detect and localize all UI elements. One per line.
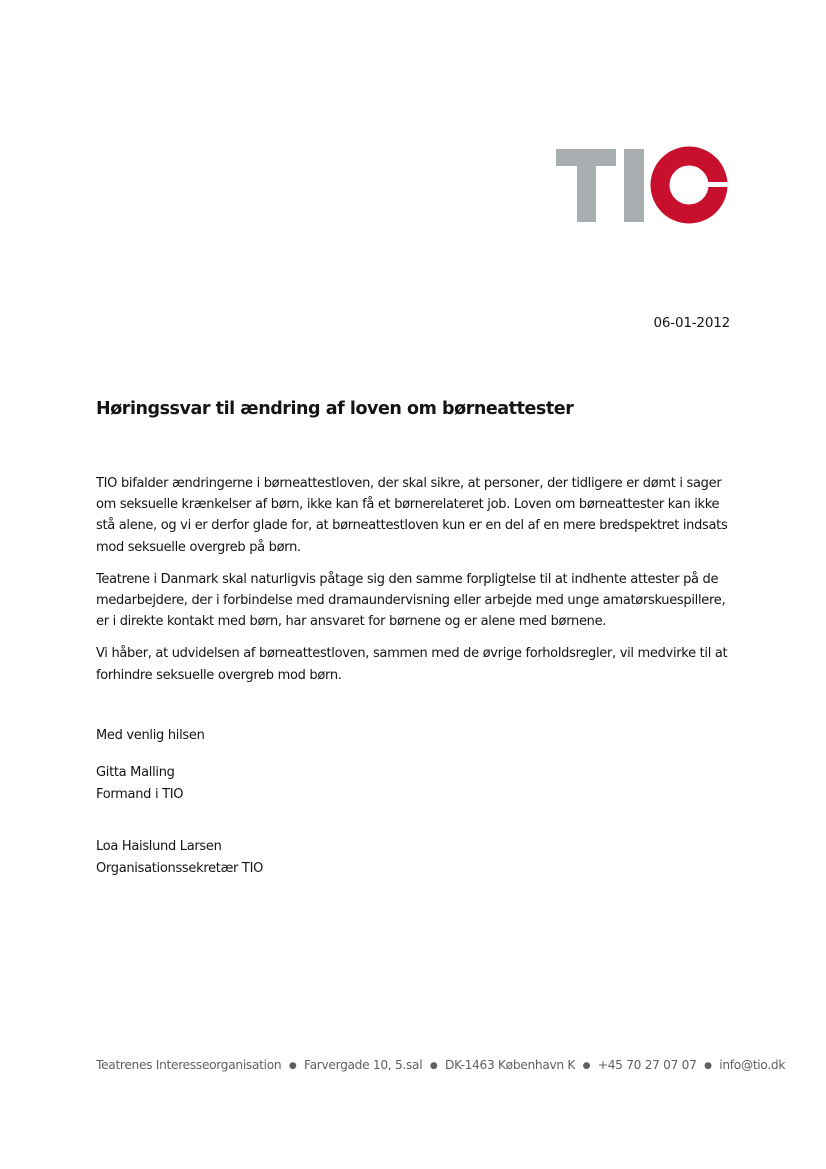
bullet-icon: ● xyxy=(704,1061,712,1071)
signatory-role: Formand i TIO xyxy=(96,786,184,802)
body-paragraph: Teatrene i Danmark skal naturligvis påtage sig den samme forpligtelse til at indhente attester på de medarbejdere, der i forbindelse med dramaundervisning eller arbejde med unge amatørskuespillere, er i direkte kontakt med børn, har ansvaret for børnene og er alene med børnene. xyxy=(96,571,726,630)
letter-date: 06-01-2012 xyxy=(653,315,730,331)
footer-phone: +45 70 27 07 07 xyxy=(597,1058,697,1072)
footer-postal: DK-1463 København K xyxy=(445,1058,576,1072)
letterhead-footer xyxy=(96,1058,785,1072)
logo-letter-i xyxy=(624,149,644,222)
body-paragraph: TIO bifalder ændringerne i børneattestloven, der skal sikre, at personer, der tidligere er dømt i sager om seksuelle krænkelser af børn, ikke kan få et børnerelateret job. Loven om børneattester kan ikke stå alene, og vi er derfor glade for, at børneattestloven kun er en del af en mere bredspektret indsats mod seksuelle overgreb på børn. xyxy=(96,476,728,555)
signatory-role: Organisationssekretær TIO xyxy=(96,860,264,876)
letter-title: Høringssvar til ændring af loven om børneattester xyxy=(96,399,574,419)
closing-greeting: Med venlig hilsen xyxy=(96,728,205,743)
footer-email[interactable]: info@tio.dk xyxy=(719,1058,786,1072)
signatory-name: Gitta Malling xyxy=(96,765,175,780)
logo-letter-o-ring xyxy=(660,156,728,214)
footer-organisation: Teatrenes Interesseorganisation xyxy=(96,1058,282,1072)
signatory-block xyxy=(96,836,263,879)
tio-logo-letters xyxy=(556,149,644,222)
body-paragraph: Vi håber, at udvidelsen af børneattestloven, sammen med de øvrige forholdsregler, vil medvirke til at forhindre seksuelle overgreb mod børn. xyxy=(96,646,728,683)
signatory-name: Loa Haislund Larsen xyxy=(96,839,222,854)
bullet-icon: ● xyxy=(288,1061,297,1071)
letter-body xyxy=(96,473,736,697)
logo-letter-t-stem xyxy=(577,149,596,222)
bullet-icon: ● xyxy=(429,1061,438,1071)
signatory-block xyxy=(96,762,183,805)
footer-address: Farvergade 10, 5.sal xyxy=(304,1058,423,1072)
bullet-icon: ● xyxy=(582,1061,591,1071)
tio-logo xyxy=(556,146,728,224)
